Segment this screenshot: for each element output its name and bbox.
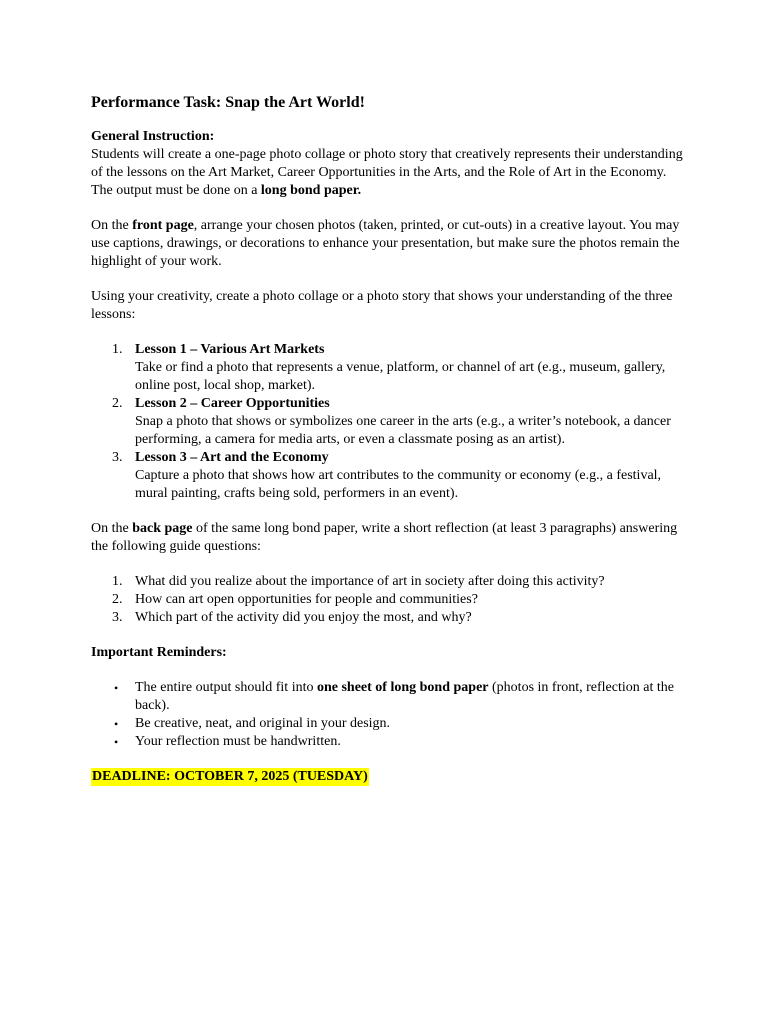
- creativity-paragraph: Using your creativity, create a photo collage or a photo story that shows your understanding of the three lessons:: [91, 289, 673, 322]
- lesson-title: Lesson 2 – Career Opportunities: [135, 396, 330, 411]
- reminder-emphasis: one sheet of long bond paper: [316, 680, 489, 695]
- back-page-text-b: of the same long bond paper, write a short reflection (at least 3 paragraphs) answering the following guide questions:: [91, 521, 678, 554]
- back-page-paragraph: [91, 520, 691, 556]
- lesson-item-3: [91, 449, 691, 503]
- bullet-icon: •: [114, 681, 119, 695]
- bullet-icon: •: [114, 717, 119, 731]
- lesson-item-1: [91, 341, 691, 395]
- bullet-icon: •: [114, 735, 119, 749]
- reminder-text: Be creative, neat, and original in your design.: [135, 716, 391, 731]
- lesson-title: Lesson 3 – Art and the Economy: [135, 450, 329, 465]
- important-reminders-heading: Important Reminders:: [91, 645, 227, 660]
- question-text: How can art open opportunities for people and communities?: [135, 592, 478, 607]
- front-page-text-a: On the: [91, 218, 133, 233]
- long-bond-paper-emphasis: long bond paper.: [260, 183, 362, 198]
- question-text: What did you realize about the importance of art in society after doing this activity?: [135, 574, 605, 589]
- reminder-item-1: [91, 679, 691, 715]
- lesson-description: Take or find a photo that represents a venue, platform, or channel of art (e.g., museum, gallery, online post, local shop, market).: [135, 360, 666, 393]
- reminder-item-2: [91, 715, 691, 733]
- general-instruction-heading: General Instruction:: [91, 129, 215, 144]
- question-number: 2.: [112, 592, 123, 607]
- question-text: Which part of the activity did you enjoy the most, and why?: [135, 610, 472, 625]
- lesson-description: Capture a photo that shows how art contributes to the community or economy (e.g., a festival, mural painting, crafts being sold, performers in an event).: [135, 468, 662, 501]
- guide-question-1: [91, 573, 691, 591]
- reminder-text-a: The entire output should fit into: [135, 680, 317, 695]
- general-instruction-body: Students will create a one-page photo collage or photo story that creatively represents their understanding of the lessons on the Art Market, Career Opportunities in the Arts, and the Role of Art in the Economy. The output must be done on a: [91, 147, 683, 198]
- reminder-text: Your reflection must be handwritten.: [135, 734, 341, 749]
- question-number: 1.: [112, 574, 123, 589]
- reminder-item-3: [91, 733, 691, 751]
- front-page-paragraph: [91, 217, 691, 271]
- document-content: [91, 93, 691, 786]
- lesson-description: Snap a photo that shows or symbolizes one career in the arts (e.g., a writer’s notebook, a dancer performing, a camera for media arts, or even a classmate posing as an artist).: [135, 414, 671, 447]
- guide-question-2: [91, 591, 691, 609]
- back-page-emphasis: back page: [132, 521, 193, 536]
- front-page-emphasis: front page: [132, 218, 194, 233]
- lesson-number: 3.: [112, 450, 123, 465]
- lesson-item-2: [91, 395, 691, 449]
- page-title: Performance Task: Snap the Art World!: [91, 94, 365, 111]
- lesson-number: 2.: [112, 396, 123, 411]
- lesson-title: Lesson 1 – Various Art Markets: [135, 342, 325, 357]
- guide-question-3: [91, 609, 691, 627]
- back-page-text-a: On the: [91, 521, 133, 536]
- reminder-text-b: (photos in front, reflection at the back).: [135, 680, 674, 713]
- deadline-highlight: DEADLINE: OCTOBER 7, 2025 (TUESDAY): [92, 769, 368, 784]
- reminder-list: [91, 679, 691, 751]
- guide-question-list: [91, 573, 691, 627]
- lesson-number: 1.: [112, 342, 123, 357]
- question-number: 3.: [112, 610, 123, 625]
- lesson-list: [91, 341, 691, 503]
- general-instruction-text: [91, 146, 691, 200]
- front-page-text-b: , arrange your chosen photos (taken, printed, or cut-outs) in a creative layout. You may use captions, drawings, or decorations to enhance your presentation, but make sure the photos remain the highlight of your work.: [91, 218, 680, 269]
